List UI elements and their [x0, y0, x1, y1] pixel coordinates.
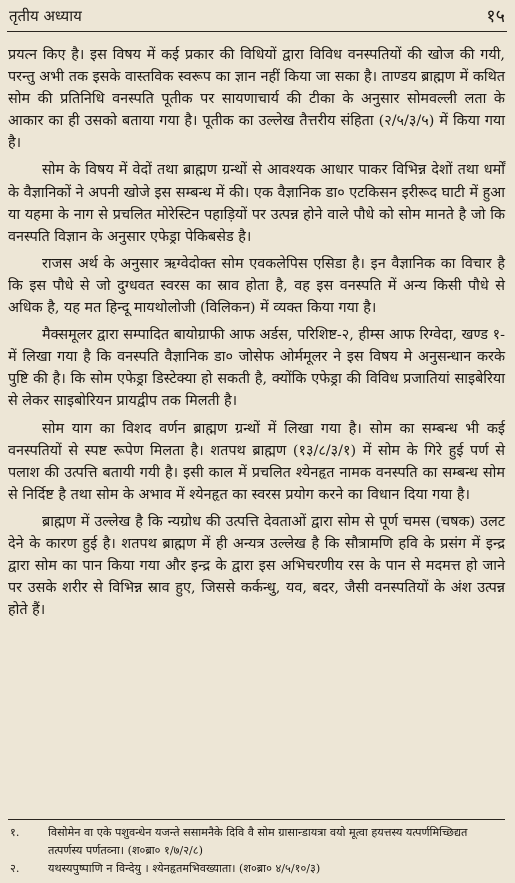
footnote-number: २.: [10, 862, 20, 875]
paragraph: ब्राह्मण में उल्लेख है कि न्यग्रोध की उत्पत्ति देवताओं द्वारा सोम से पूर्ण चमस (चषक) उलट देने के कारण हुई है। शतपथ ब्राह्मण में ही अन्यत्र उल्लेख है कि सौत्रामणि हवि के प्रसंग में इन्द्र द्वारा सोम का पान किया गया और इन्द्र के द्वारा इस अभिचरणीय रस के पान से मदमत्त हो जाने पर उसके शरीर से विभिन्न स्राव हुए, जिससे कर्कन्धु, यव, बदर, जैसी वनस्पतियों के अंश उत्पन्न होते हैं।: [8, 513, 505, 619]
footnote: [8, 824, 505, 860]
footnote-text: यथस्यपुष्पाणि न विन्देयु । श्येनहृतमभिवख्याता। (श०ब्रा० ४/५/१०/३): [48, 862, 321, 875]
paragraph: सोम के विषय में वेदों तथा ब्राह्मण ग्रन्थों से आवश्यक आधार पाकर विभिन्न देशों तथा धर्मों के वैज्ञानिकों ने अपनी खोजे इस सम्बन्ध में की। एक वैज्ञानिक डा० एटकिसन इरीरूद घाटी में हुआ या यहमा के नाग से प्रचलित मोरेस्टिन पहाड़ियों पर उत्पन्न होने वाले पौधे को सोम मानते है जो कि वनस्पति विज्ञान के अनुसार एफेड्रा पेकिबसेड है।: [8, 162, 505, 245]
paragraph: प्रयत्न किए है। इस विषय में कई प्रकार की विधियों द्वारा विविध वनस्पतियों की खोज की गयी, परन्तु अभी तक इसके वास्तविक स्वरूप का ज्ञान नहीं किया जा सका है। ताण्डय ब्राह्मण में कथित सोम की प्रतिनिधि वनस्पति पूतीक पर सायणाचार्य की टीका के अनुसार सोमवल्ली लता के आकार का ही उसको बताया गया है। पूतीक का उल्लेख तैत्तरीय संहिता (२/५/३/५) में किया गया है।: [8, 47, 505, 152]
footnotes: [8, 824, 505, 878]
paragraph: सोम याग का विशद वर्णन ब्राह्मण ग्रन्थों में लिखा गया है। सोम का सम्बन्ध भी कई वनस्पतियों से स्पष्ट रूपेण मिलता है। शतपथ ब्राह्मण (१३/८/३/१) में सोम के गिरे हुई पर्ण से पलाश की उत्पत्ति बतायी गयी है। इसी काल में प्रचलित श्येनहृत नामक वनस्पति का सम्बन्ध सोम से निर्दिष्ट है तथा सोम के अभाव में श्येनहृत का स्वरस प्रयोग करने का विधान दिया गया है।: [8, 420, 505, 503]
footnote: [8, 860, 505, 878]
header-divider: [7, 31, 507, 32]
footnote-divider: [8, 819, 505, 820]
paragraph: राजस अर्थ के अनुसार ऋग्वेदोक्त सोम एवकलेपिस एसिडा है। इन वैज्ञानिक का विचार है कि इस पौधे से जो दुग्धवत स्वरस का स्राव होता है, वह इस वनस्पति में अन्य किसी पौधे से अधिक है, यह मत हिन्दू मायथोलोजी (विलिकन) में व्यक्त किया गया है।: [8, 255, 505, 317]
paragraph: मैक्समूलर द्वारा सम्पादित बायोग्राफी आफ अर्डस, परिशिष्ट-२, हीम्स आफ रिग्वेदा, खण्ड १- में लिखा गया है कि वनस्पति वैज्ञानिक डा० जोसेफ ओर्ममूलर ने इस विषय मे अनुसन्धान करके पुष्टि की है। कि सोम एफेड्रा डिस्टेक्या हो सकती है, क्योंकि एफेड्रा की विविध प्रजातियां साइबेरिया से लेकर साइबोरियन प्रायद्वीप तक मिलती है।: [8, 327, 505, 410]
page-number: १५: [486, 6, 505, 27]
footnote-text: विसोमेन वा एके पशुवन्धेन यजन्ते ससामनैके दिवि वै सोम ग्रासान्डायत्रा वयो मूत्वा हयत्तस्य यत्पर्णमिच्छिद्यत तत्पर्णस्य पर्णतव्ना। (श०ब्रा० १/७/२/८): [48, 826, 468, 857]
footnote-number: १.: [10, 826, 20, 839]
body-text: [8, 44, 505, 626]
chapter-header: तृतीय अध्याय: [9, 7, 82, 25]
